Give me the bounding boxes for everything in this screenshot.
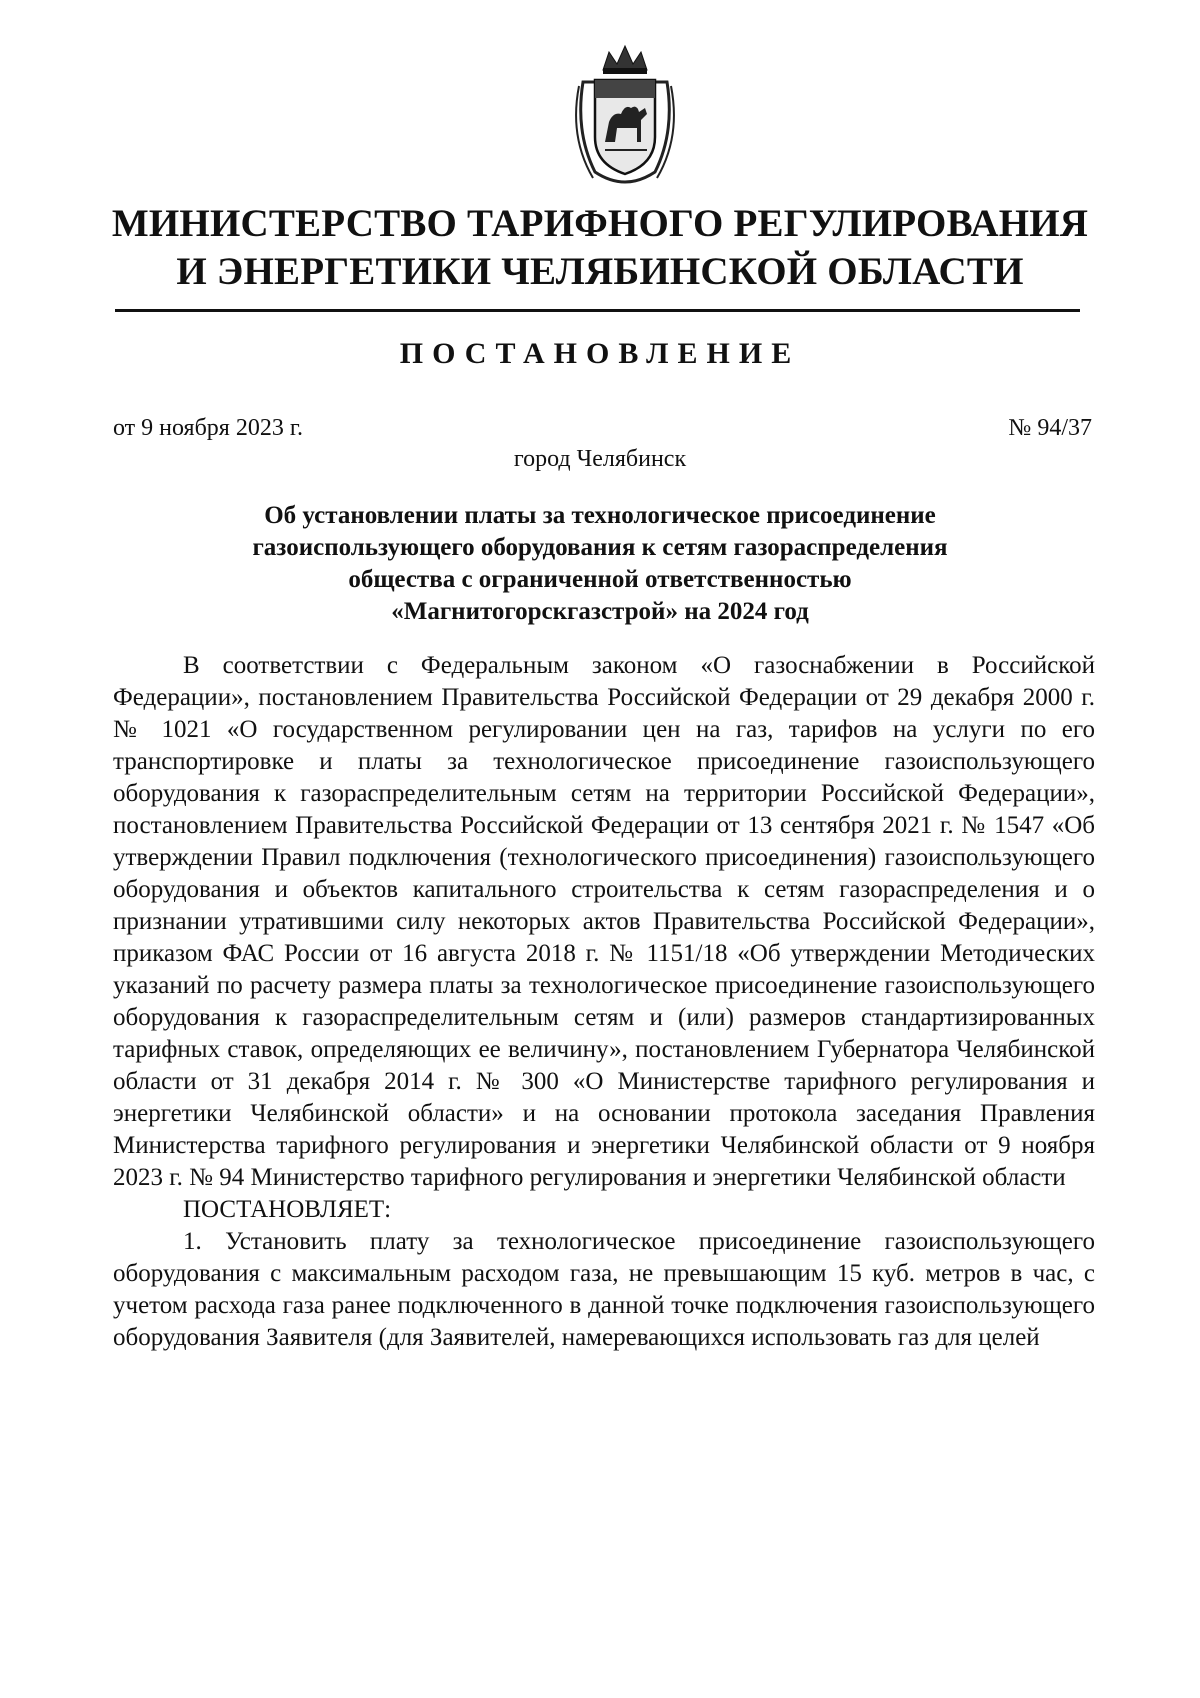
- resolves-heading: ПОСТАНОВЛЯЕТ:: [183, 1196, 392, 1223]
- document-city: город Челябинск: [513, 446, 687, 472]
- ministry-heading: [80, 200, 1120, 296]
- title-line-1: Об установлении платы за технологическое присоединение: [264, 502, 936, 529]
- ministry-line-1: МИНИСТЕРСТВО ТАРИФНОГО РЕГУЛИРОВАНИЯ: [111, 202, 1089, 245]
- item-1-paragraph: 1. Установить плату за технологическое присоединение газоиспользующего оборудования с максимальным расходом газа, не превышающим 15 куб. метров в час, с учетом расхода газа ранее подключенного в данной точке подключения газоиспользующего оборудования Заявителя (для Заявителей, намеревающихся использовать газ для целей: [113, 1228, 1095, 1351]
- document-body: [113, 650, 1095, 1354]
- header-divider: [115, 309, 1080, 312]
- document-type: ПОСТАНОВЛЕНИЕ: [399, 337, 801, 370]
- document-date: от 9 ноября 2023 г.: [113, 415, 303, 441]
- document-title: [150, 500, 1050, 628]
- coat-of-arms-icon: [565, 42, 685, 187]
- ministry-line-2: И ЭНЕРГЕТИКИ ЧЕЛЯБИНСКОЙ ОБЛАСТИ: [176, 250, 1024, 293]
- title-line-4: «Магнитогорскгазстрой» на 2024 год: [391, 598, 809, 625]
- title-line-2: газоиспользующего оборудования к сетям газораспределения: [252, 534, 948, 561]
- document-number: № 94/37: [1008, 415, 1092, 441]
- title-line-3: общества с ограниченной ответственностью: [348, 566, 852, 593]
- preamble-paragraph: В соответствии с Федеральным законом «О газоснабжении в Российской Федерации», постановлением Правительства Российской Федерации от 29 декабря 2000 г. № 1021 «О государственном регулировании цен на газ, тарифов на услуги по его транспортировке и платы за технологическое присоединение газоиспользующего оборудования к газораспределительным сетям на территории Российской Федерации», постановлением Правительства Российской Федерации от 13 сентября 2021 г. № 1547 «Об утверждении Правил подключения (технологического присоединения) газоиспользующего оборудования и объектов капитального строительства к сетям газораспределения и о признании утратившими силу некоторых актов Правительства Российской Федерации», приказом ФАС России от 16 августа 2018 г. № 1151/18 «Об утверждении Методических указаний по расчету размера платы за технологическое присоединение газоиспользующего оборудования к газораспределительным сетям и (или) размеров стандартизированных тарифных ставок, определяющих ее величину», постановлением Губернатора Челябинской области от 31 декабря 2014 г. № 300 «О Министерстве тарифного регулирования и энергетики Челябинской области» и на основании протокола заседания Правления Министерства тарифного регулирования и энергетики Челябинской области от 9 ноября 2023 г. № 94 Министерство тарифного регулирования и энергетики Челябинской области: [113, 652, 1095, 1191]
